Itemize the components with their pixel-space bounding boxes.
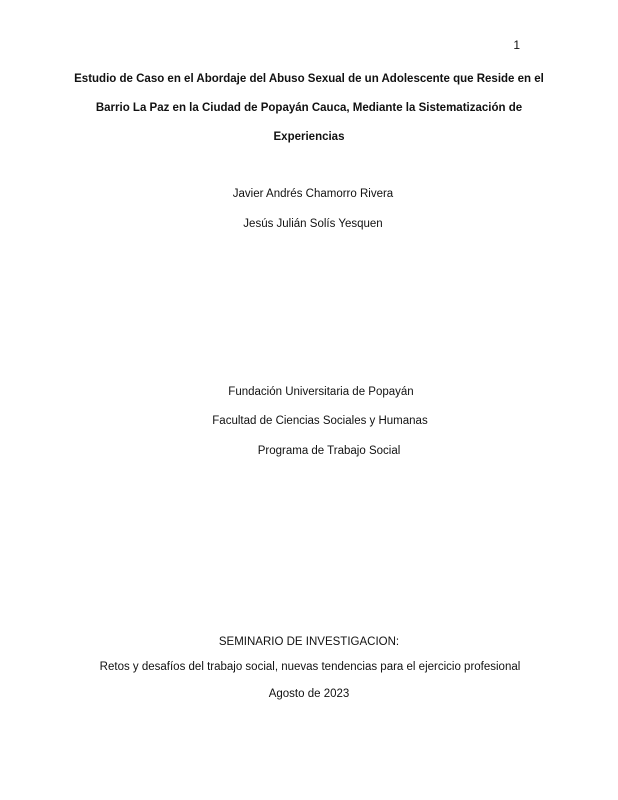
title-line-1: Estudio de Caso en el Abordaje del Abuso Sexual de un Adolescente que Reside en el <box>74 73 544 85</box>
document-date: Agosto de 2023 <box>268 688 350 700</box>
title-line-2: Barrio La Paz en la Ciudad de Popayán Cauca, Mediante la Sistematización de <box>95 102 523 114</box>
document-title <box>60 72 558 159</box>
author-1: Javier Andrés Chamorro Rivera <box>232 188 394 200</box>
page-number: 1 <box>513 38 520 52</box>
seminar-title: SEMINARIO DE INVESTIGACION: <box>218 636 400 648</box>
seminar-subtitle: Retos y desafíos del trabajo social, nuevas tendencias para el ejercicio profesional <box>99 661 521 673</box>
university-name: Fundación Universitaria de Popayán <box>228 386 414 398</box>
title-line-3: Experiencias <box>273 131 345 143</box>
author-2: Jesús Julián Solís Yesquen <box>243 218 383 230</box>
faculty-name: Facultad de Ciencias Sociales y Humanas <box>212 415 428 427</box>
program-name: Programa de Trabajo Social <box>257 445 401 457</box>
